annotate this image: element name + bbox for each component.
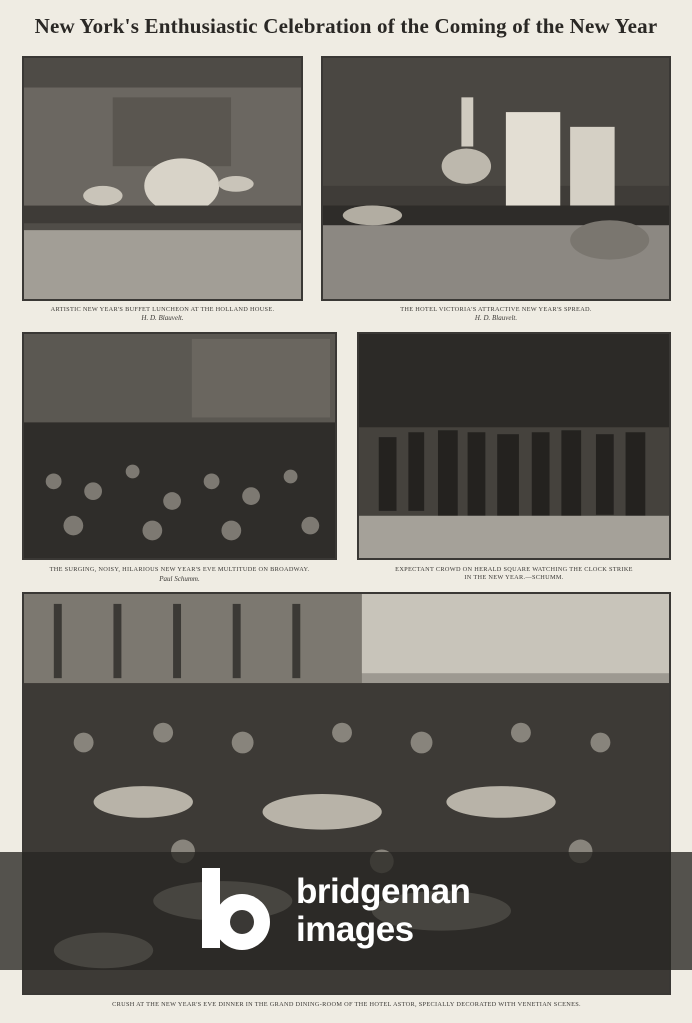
watermark-text-line2: images <box>296 910 414 949</box>
photo-herald-square-crowd <box>357 332 671 560</box>
caption-photo-4-line1: EXPECTANT CROWD ON HERALD SQUARE WATCHING THE CLOCK STRIKE <box>395 566 633 573</box>
photo-broadway-multitude <box>22 332 337 560</box>
watermark-text-line1: bridgeman <box>296 872 471 911</box>
photo-holland-house-buffet <box>22 56 303 301</box>
credit-photo-3: Paul Schumm. <box>159 575 200 583</box>
caption-photo-3: THE SURGING, NOISY, HILARIOUS NEW YEAR'S EVE MULTITUDE ON BROADWAY. <box>49 566 310 573</box>
credit-photo-1: H. D. Blauvelt. <box>141 314 184 322</box>
page-title: New York's Enthusiastic Celebration of the Coming of the New Year <box>34 14 658 38</box>
credit-photo-2: H. D. Blauvelt. <box>474 314 518 322</box>
bridgeman-logo-icon <box>196 866 276 950</box>
caption-photo-2: THE HOTEL VICTORIA'S ATTRACTIVE NEW YEAR'S SPREAD. <box>400 306 592 313</box>
caption-photo-1: ARTISTIC NEW YEAR'S BUFFET LUNCHEON AT THE HOLLAND HOUSE. <box>50 306 275 313</box>
caption-photo-4-line2: IN THE NEW YEAR.—SCHUMM. <box>464 574 564 581</box>
caption-photo-5: CRUSH AT THE NEW YEAR'S EVE DINNER IN THE GRAND DINING-ROOM OF THE HOTEL ASTOR, SPECIALLY DECORATED WITH VENETIAN SCENES. <box>112 1001 581 1008</box>
photo-hotel-victoria-spread <box>321 56 671 301</box>
